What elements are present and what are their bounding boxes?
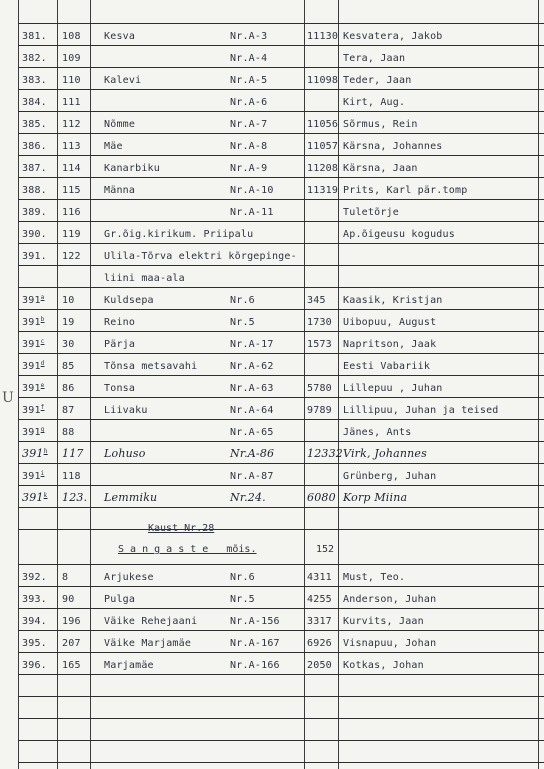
cell-nr: 393. bbox=[22, 594, 47, 605]
cell-code: 1573 bbox=[307, 339, 332, 350]
cell-n: 110 bbox=[62, 75, 81, 86]
row-rule bbox=[18, 674, 544, 675]
cell-ref: Nr.A-10 bbox=[230, 185, 274, 196]
cell-code: 11056 bbox=[307, 119, 339, 130]
cell-name: Männa bbox=[104, 185, 136, 196]
cell-nr: 382. bbox=[22, 53, 47, 64]
cell-owner: Kesvatera, Jakob bbox=[343, 31, 443, 42]
cell-n: 115 bbox=[62, 185, 81, 196]
cell-n: 207 bbox=[62, 638, 81, 649]
cell-name: Gr.õig.kirikum. Priipalu bbox=[104, 229, 254, 240]
cell-name: Väike Marjamäe bbox=[104, 638, 192, 649]
cell-n: 19 bbox=[62, 317, 75, 328]
cell-n: 109 bbox=[62, 53, 81, 64]
cell-owner: Visnapuu, Johan bbox=[343, 638, 437, 649]
cell-ref: Nr.6 bbox=[230, 572, 255, 583]
cell-nr: 386. bbox=[22, 141, 47, 152]
cell-n: 108 bbox=[62, 31, 81, 42]
table-row bbox=[0, 288, 544, 310]
cell-owner: Ap.õigeusu kogudus bbox=[343, 229, 455, 240]
cell-ref: Nr.A-6 bbox=[230, 97, 268, 108]
suffix-letter: k bbox=[43, 492, 48, 499]
cell-nr: 391$^h$ bbox=[22, 447, 48, 460]
cell-owner: Anderson, Juhan bbox=[343, 594, 437, 605]
cell-ref: Nr.A-17 bbox=[230, 339, 274, 350]
cell-owner: Uibopuu, August bbox=[343, 317, 437, 328]
cell-owner: Kärsna, Johannes bbox=[343, 141, 443, 152]
cell-n: 30 bbox=[62, 339, 75, 350]
cell-name: Tõnsa metsavahi bbox=[104, 361, 198, 372]
section-title: Kaust Nr.28 bbox=[148, 523, 215, 534]
cell-ref: Nr.A-9 bbox=[230, 163, 268, 174]
cell-name: Kesva bbox=[104, 31, 136, 42]
table-row bbox=[0, 587, 544, 609]
table-row bbox=[0, 134, 544, 156]
cell-ref: Nr.A-167 bbox=[230, 638, 280, 649]
row-rule bbox=[18, 696, 544, 697]
cell-nr: 391e bbox=[22, 382, 45, 394]
cell-nr: 391$^d$ bbox=[22, 360, 45, 372]
table-row bbox=[0, 244, 544, 266]
suffix-letter: a bbox=[40, 294, 45, 301]
table-row bbox=[0, 46, 544, 68]
cell-code: 345 bbox=[307, 295, 326, 306]
table-row bbox=[0, 631, 544, 653]
table-row bbox=[0, 565, 544, 587]
cell-name: Ulila-Tõrva elektri kõrgepinge- bbox=[104, 251, 297, 262]
suffix-letter: c bbox=[40, 338, 45, 345]
cell-ref: Nr.A-156 bbox=[230, 616, 280, 627]
cell-nr: 385. bbox=[22, 119, 47, 130]
cell-ref: Nr.A-8 bbox=[230, 141, 268, 152]
cell-code: 5780 bbox=[307, 383, 332, 394]
table-row bbox=[0, 266, 544, 288]
cell-nr: 391$^b$ bbox=[22, 316, 45, 328]
table-row bbox=[0, 354, 544, 376]
cell-name: Liivaku bbox=[104, 405, 148, 416]
section-count: 152 bbox=[316, 544, 335, 555]
cell-owner: Korp Miina bbox=[343, 491, 408, 504]
cell-name: Pulga bbox=[104, 594, 136, 605]
cell-code: 4255 bbox=[307, 594, 332, 605]
cell-code: 11057 bbox=[307, 141, 339, 152]
suffix-letter: e bbox=[40, 382, 45, 389]
cell-owner: Teder, Jaan bbox=[343, 75, 412, 86]
table-row bbox=[0, 178, 544, 200]
table-row bbox=[0, 156, 544, 178]
suffix-letter: h bbox=[43, 448, 48, 455]
cell-owner: Kirt, Aug. bbox=[343, 97, 406, 108]
cell-nr: 396. bbox=[22, 660, 47, 671]
cell-owner: Prits, Karl pär.tomp bbox=[343, 185, 468, 196]
cell-code: 6926 bbox=[307, 638, 332, 649]
cell-code: 11098 bbox=[307, 75, 339, 86]
cell-n: 10 bbox=[62, 295, 75, 306]
cell-owner: Kotkas, Johan bbox=[343, 660, 424, 671]
cell-ref: Nr.24. bbox=[230, 491, 266, 504]
table-row bbox=[0, 332, 544, 354]
cell-owner: Napritson, Jaak bbox=[343, 339, 437, 350]
cell-nr: 391$^c$ bbox=[22, 338, 45, 350]
cell-n: 113 bbox=[62, 141, 81, 152]
cell-owner: Sõrmus, Rein bbox=[343, 119, 418, 130]
row-rule bbox=[18, 718, 544, 719]
cell-nr: 384. bbox=[22, 97, 47, 108]
cell-n: 165 bbox=[62, 660, 81, 671]
cell-n: 85 bbox=[62, 361, 75, 372]
cell-nr: 381. bbox=[22, 31, 47, 42]
cell-n: 112 bbox=[62, 119, 81, 130]
cell-ref: Nr.A-4 bbox=[230, 53, 268, 64]
cell-n: 87 bbox=[62, 405, 75, 416]
cell-ref: Nr.5 bbox=[230, 317, 255, 328]
section-subtitle: S a n g a s t e mõis. bbox=[118, 544, 257, 555]
cell-code: 3317 bbox=[307, 616, 332, 627]
cell-code: 2050 bbox=[307, 660, 332, 671]
cell-ref: Nr.A-64 bbox=[230, 405, 274, 416]
cell-name: Kuldsepa bbox=[104, 295, 154, 306]
cell-ref: Nr.A-5 bbox=[230, 75, 268, 86]
table-row bbox=[0, 442, 544, 464]
cell-n: 122 bbox=[62, 251, 81, 262]
table-row bbox=[0, 200, 544, 222]
cell-nr: 391$^i$ bbox=[22, 470, 45, 482]
cell-code: 11130 bbox=[307, 31, 339, 42]
cell-ref: Nr.A-7 bbox=[230, 119, 268, 130]
cell-owner: Grünberg, Juhan bbox=[343, 471, 437, 482]
table-row bbox=[0, 609, 544, 631]
cell-ref: Nr.A-3 bbox=[230, 31, 268, 42]
cell-ref: Nr.A-62 bbox=[230, 361, 274, 372]
cell-n: 117 bbox=[62, 447, 84, 460]
row-rule bbox=[18, 740, 544, 741]
cell-code: 4311 bbox=[307, 572, 332, 583]
row-rule bbox=[18, 529, 544, 530]
suffix-letter: f bbox=[40, 404, 45, 411]
cell-code: 6080 bbox=[307, 491, 336, 504]
cell-code: 1730 bbox=[307, 317, 332, 328]
cell-n: 118 bbox=[62, 471, 81, 482]
cell-ref: Nr.A-65 bbox=[230, 427, 274, 438]
margin-mark: U bbox=[2, 390, 14, 406]
table-row bbox=[0, 222, 544, 244]
cell-nr: 391$^k$ bbox=[22, 491, 48, 504]
cell-owner: Lillepuu , Juhan bbox=[343, 383, 443, 394]
table-row bbox=[0, 653, 544, 675]
row-rule bbox=[18, 507, 544, 508]
cell-nr: 389. bbox=[22, 207, 47, 218]
cell-nr: 391$^g$ bbox=[22, 426, 45, 438]
cell-n: 86 bbox=[62, 383, 75, 394]
cell-ref: Nr.A-63 bbox=[230, 383, 274, 394]
cell-ref: Nr.A-86 bbox=[230, 447, 275, 460]
cell-nr: 391$^a$ bbox=[22, 294, 45, 306]
table-row bbox=[0, 464, 544, 486]
cell-owner: Lillipuu, Juhan ja teised bbox=[343, 405, 499, 416]
cell-owner: Must, Teo. bbox=[343, 572, 406, 583]
cell-owner: Kärsna, Jaan bbox=[343, 163, 418, 174]
cell-owner: Virk, Johannes bbox=[343, 447, 427, 460]
cell-owner: Jänes, Ants bbox=[343, 427, 412, 438]
cell-name: Mäe bbox=[104, 141, 123, 152]
cell-n: 196 bbox=[62, 616, 81, 627]
cell-n: 116 bbox=[62, 207, 81, 218]
suffix-letter: g bbox=[40, 426, 45, 433]
cell-ref: Nr.A-87 bbox=[230, 471, 274, 482]
cell-nr: 387. bbox=[22, 163, 47, 174]
table-row bbox=[0, 68, 544, 90]
cell-code: 12332 bbox=[307, 447, 343, 460]
cell-n: 123. bbox=[62, 491, 88, 504]
cell-n: 90 bbox=[62, 594, 75, 605]
cell-name: Marjamäe bbox=[104, 660, 154, 671]
cell-name: liini maa-ala bbox=[104, 273, 185, 284]
cell-name: Väike Rehejaani bbox=[104, 616, 198, 627]
cell-n: 114 bbox=[62, 163, 81, 174]
cell-name: Lemmiku bbox=[104, 491, 158, 504]
cell-nr: 388. bbox=[22, 185, 47, 196]
cell-nr: 394. bbox=[22, 616, 47, 627]
table-row bbox=[0, 90, 544, 112]
cell-nr: 383. bbox=[22, 75, 47, 86]
cell-ref: Nr.A-166 bbox=[230, 660, 280, 671]
cell-name: Reino bbox=[104, 317, 136, 328]
suffix-letter: i bbox=[40, 470, 45, 477]
table-row bbox=[0, 310, 544, 332]
cell-name: Pärja bbox=[104, 339, 136, 350]
table-row bbox=[0, 486, 544, 508]
cell-ref: Nr.A-11 bbox=[230, 207, 274, 218]
cell-name: Kanarbiku bbox=[104, 163, 160, 174]
cell-nr: 391$^f$ bbox=[22, 404, 45, 416]
cell-owner: Kaasik, Kristjan bbox=[343, 295, 443, 306]
cell-code: 9789 bbox=[307, 405, 332, 416]
cell-n: 111 bbox=[62, 97, 81, 108]
cell-nr: 395. bbox=[22, 638, 47, 649]
cell-n: 8 bbox=[62, 572, 69, 583]
cell-name: Lohuso bbox=[104, 447, 146, 460]
cell-n: 119 bbox=[62, 229, 81, 240]
cell-code: 11319 bbox=[307, 185, 339, 196]
cell-ref: Nr.5 bbox=[230, 594, 255, 605]
table-row bbox=[0, 376, 544, 398]
cell-owner: Eesti Vabariik bbox=[343, 361, 431, 372]
cell-name: Kalevi bbox=[104, 75, 142, 86]
cell-n: 88 bbox=[62, 427, 75, 438]
table-row bbox=[0, 398, 544, 420]
cell-name: Tonsa bbox=[104, 383, 136, 394]
cell-owner: Kurvits, Jaan bbox=[343, 616, 424, 627]
row-rule bbox=[18, 762, 544, 763]
cell-nr: 391. bbox=[22, 251, 47, 262]
cell-nr: 390. bbox=[22, 229, 47, 240]
table-row bbox=[0, 112, 544, 134]
cell-owner: Tera, Jaan bbox=[343, 53, 406, 64]
cell-ref: Nr.6 bbox=[230, 295, 255, 306]
cell-name: Arjukese bbox=[104, 572, 154, 583]
cell-code: 11208 bbox=[307, 163, 339, 174]
cell-name: Nõmme bbox=[104, 119, 136, 130]
cell-nr: 392. bbox=[22, 572, 47, 583]
suffix-letter: d bbox=[40, 360, 45, 367]
cell-owner: Tuletõrje bbox=[343, 207, 399, 218]
table-row bbox=[0, 24, 544, 46]
suffix-letter: b bbox=[40, 316, 45, 323]
table-row bbox=[0, 420, 544, 442]
